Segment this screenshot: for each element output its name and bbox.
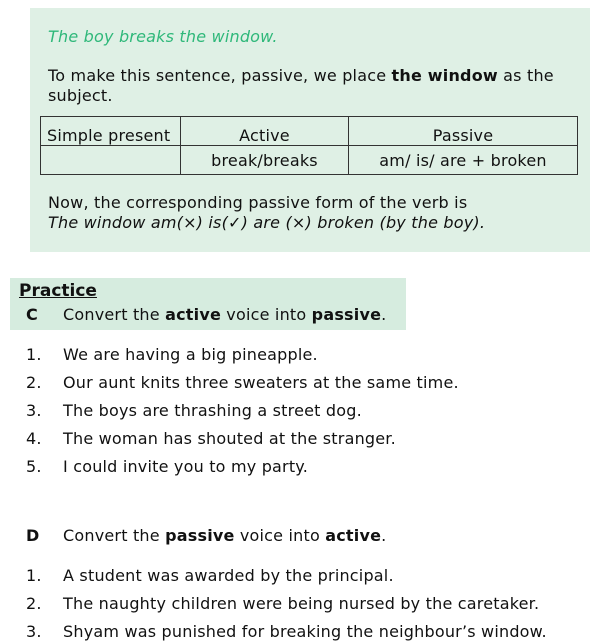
table-cell: am/ is/ are + broken: [349, 146, 578, 175]
table-header-cell: Active: [181, 117, 349, 146]
tense-table: [40, 116, 578, 175]
section-d-letter: D: [26, 526, 40, 545]
table-header-row: [41, 117, 578, 146]
section-d-text: Convert the passive voice into active.: [63, 526, 387, 545]
table-header-cell: Simple present: [41, 117, 181, 146]
explanation-bold: the window: [391, 66, 498, 85]
example-sentence: The boy breaks the window.: [48, 27, 278, 46]
section-c-text: Convert the active voice into passive.: [63, 305, 387, 324]
explanation-after: as the subject.: [48, 66, 554, 105]
explanation-before: To make this sentence, passive, we place: [48, 66, 392, 85]
table-cell: [41, 146, 181, 175]
passive-note: [48, 193, 485, 233]
practice-title: Practice: [19, 281, 97, 301]
note-line-1: Now, the corresponding passive form of the verb is: [48, 193, 468, 212]
table-cell: break/breaks: [181, 146, 349, 175]
table-row: [41, 146, 578, 175]
note-line-2: The window am(×) is(✓) are (×) broken (by the boy).: [48, 213, 486, 232]
table-header-cell: Passive: [349, 117, 578, 146]
explanation-text: [48, 66, 568, 106]
section-c-letter: C: [26, 305, 38, 324]
